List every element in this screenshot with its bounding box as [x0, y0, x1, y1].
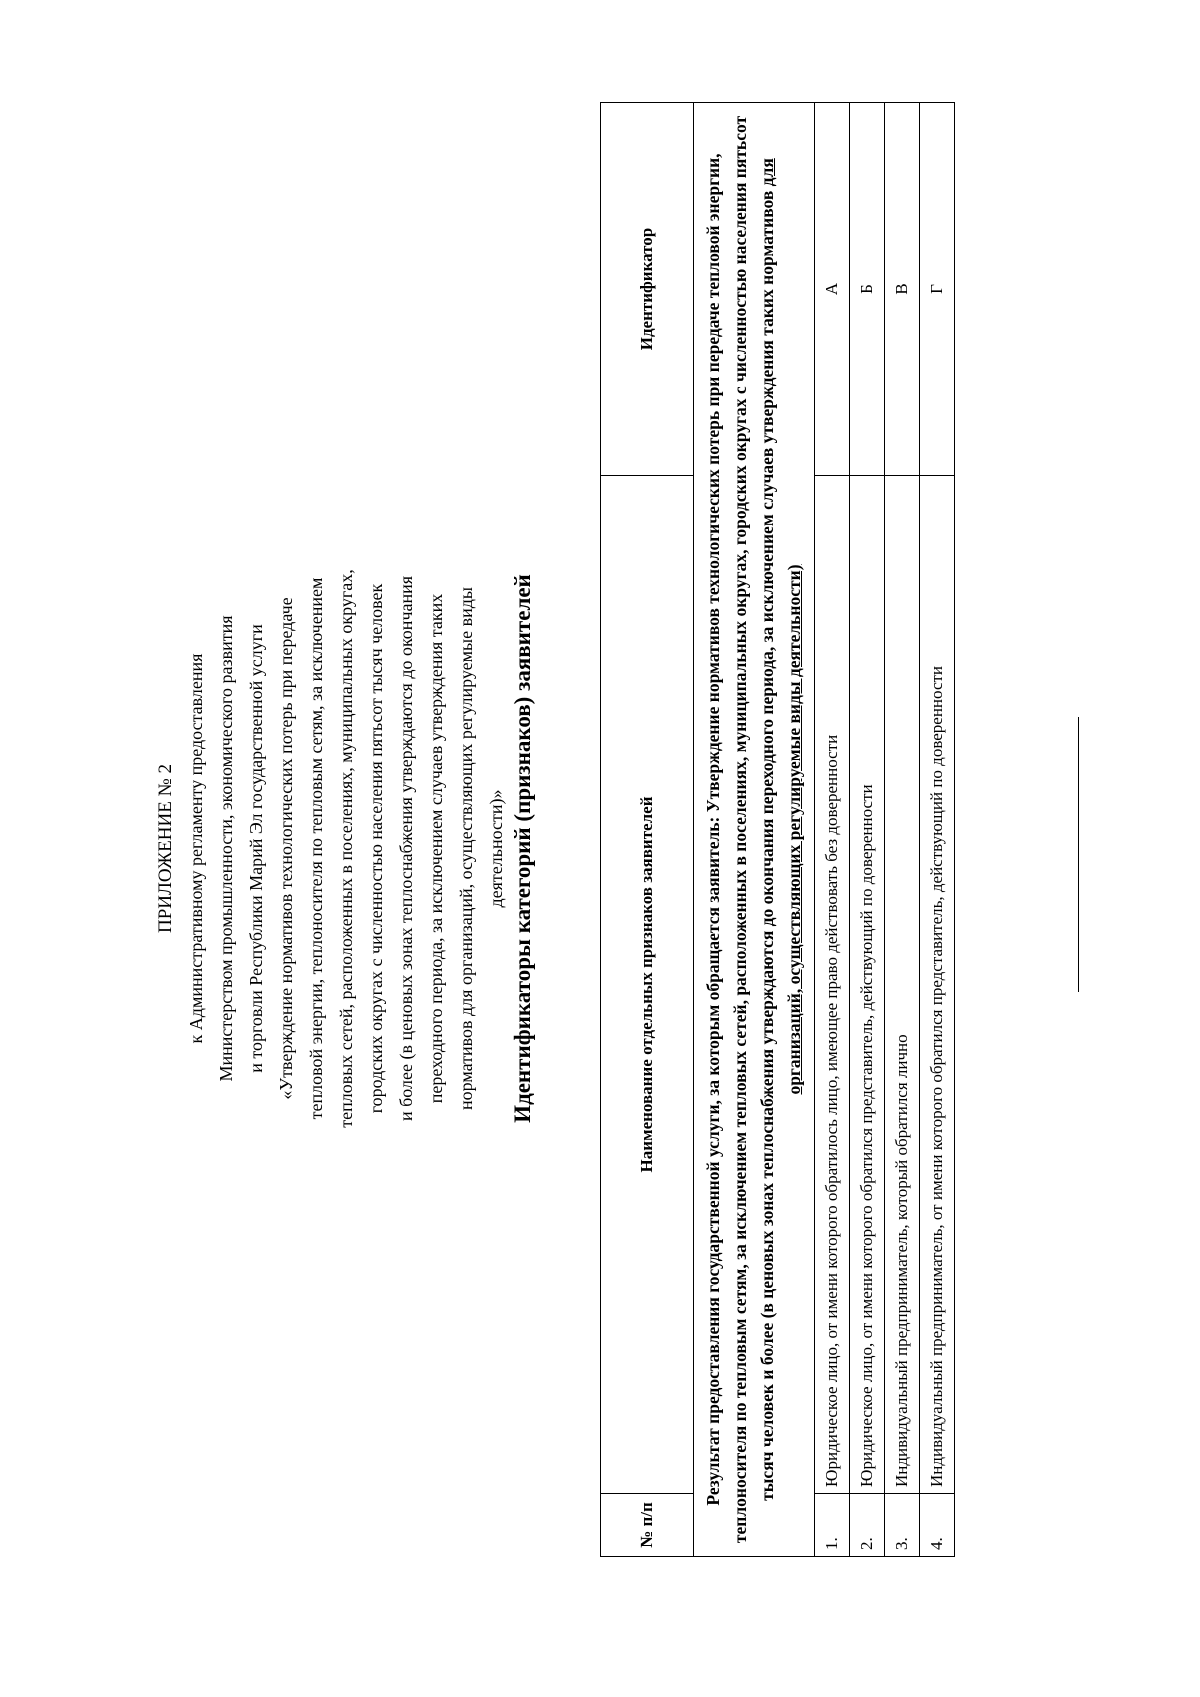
appendix-line: и более (в ценовых зонах теплоснабжения утверждаются до окончания	[396, 575, 416, 1122]
applicant-categories-table	[600, 102, 955, 1557]
appendix-line: тепловых сетей, расположенных в поселениях, муниципальных округах,	[336, 569, 356, 1128]
appendix-block	[150, 0, 511, 1697]
table-header-row	[601, 103, 694, 1557]
appendix-line: Министерством промышленности, экономического развития	[216, 615, 236, 1082]
row-name: Индивидуальный предприниматель, от имени которого обратился представитель, действующий по доверенности	[920, 476, 955, 1494]
document-title: Идентификаторы категорий (признаков) заявителей	[510, 574, 535, 1123]
appendix-line: «Утверждение нормативов технологических потерь при передаче	[276, 597, 296, 1100]
closing-divider-line	[1078, 717, 1079, 992]
row-identifier: В	[885, 103, 920, 476]
appendix-line: к Административному регламенту предоставления	[186, 653, 206, 1044]
row-name: Юридическое лицо, от имени которого обратилось лицо, имеющее право действовать без доверенности	[815, 476, 850, 1494]
appendix-line: тепловой энергии, теплоносителя по тепловым сетям, за исключением	[306, 577, 326, 1120]
result-row	[694, 103, 815, 1557]
table-row	[850, 103, 885, 1557]
appendix-heading: ПРИЛОЖЕНИЕ № 2	[155, 764, 176, 933]
header-number: № п/п	[601, 1494, 694, 1557]
row-name: Юридическое лицо, от имени которого обратился представитель, действующий по доверенности	[850, 476, 885, 1494]
row-identifier: Б	[850, 103, 885, 476]
table-row	[885, 103, 920, 1557]
header-identifier: Идентификатор	[601, 103, 694, 476]
row-number: 1.	[815, 1494, 850, 1557]
row-identifier: А	[815, 103, 850, 476]
row-identifier: Г	[920, 103, 955, 476]
appendix-line: городских округах с численностью населения пятьсот тысяч человек	[366, 583, 386, 1114]
appendix-line: и торговли Республики Марий Эл государственной услуги	[246, 624, 266, 1073]
appendix-line: деятельности)»	[486, 789, 506, 908]
table-row	[815, 103, 850, 1557]
table-row	[920, 103, 955, 1557]
row-number: 4.	[920, 1494, 955, 1557]
appendix-line: переходного периода, за исключением случаев утверждения таких	[426, 593, 446, 1104]
header-name: Наименование отдельных признаков заявителей	[601, 476, 694, 1494]
row-number: 3.	[885, 1494, 920, 1557]
appendix-line: нормативов для организаций, осуществляющих регулируемые виды	[456, 587, 476, 1110]
result-text-underlined: для организаций, осуществляющих регулируемые виды деятельности)	[757, 158, 804, 1095]
result-text: Результат предоставления государственной услуги, за которым обращается заявитель: Утверждение нормативов технологических потерь при передаче тепловой энергии, теплоносителя по тепловым сетям, за исключением тепловых сетей, расположенных в поселениях, муниципальных округах, городских округах с численностью населения пятьсот тысяч человек и более (в ценовых зонах теплоснабжения утверждаются до окончания переходного периода, за исключением случаев утверждения таких нормативов	[703, 115, 777, 1544]
result-cell	[694, 103, 815, 1557]
row-name: Индивидуальный предприниматель, который обратился лично	[885, 476, 920, 1494]
row-number: 2.	[850, 1494, 885, 1557]
